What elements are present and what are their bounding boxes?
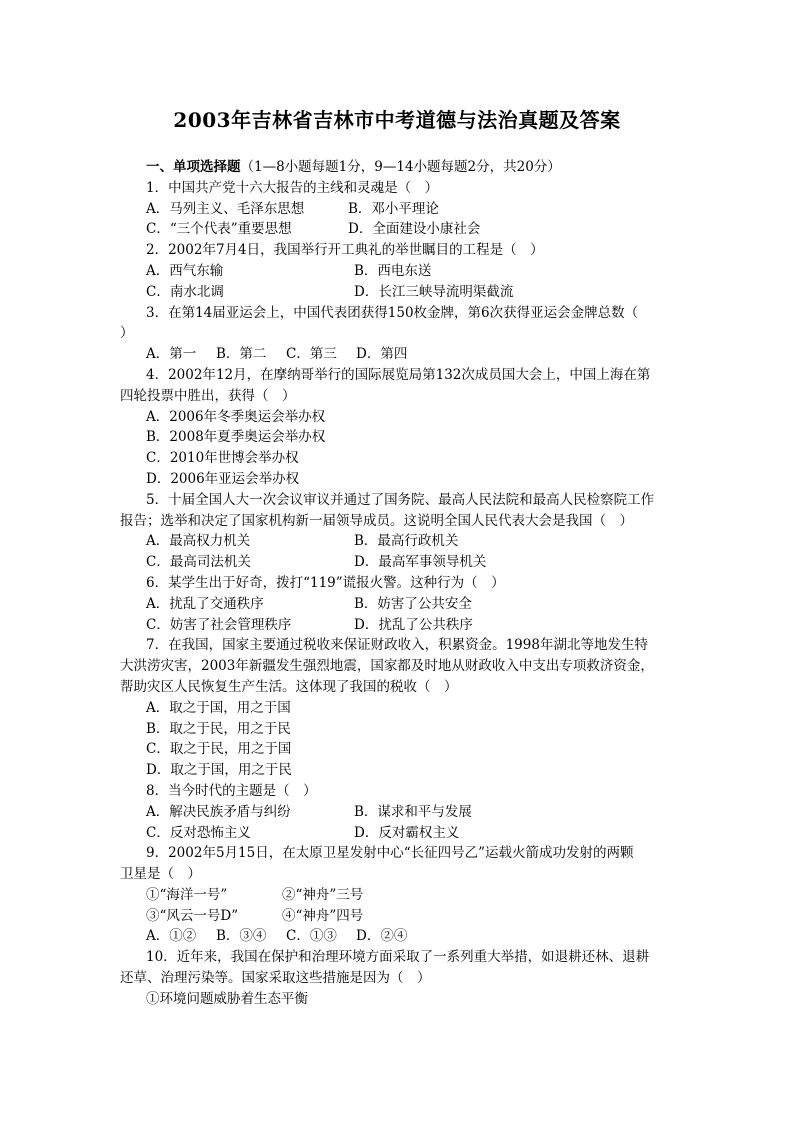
- option-c: C．反对恐怖主义: [146, 824, 251, 841]
- option-d: D．②④: [356, 928, 408, 945]
- option-a: A．第一: [146, 346, 197, 363]
- statement-row: [120, 885, 676, 906]
- option-row: [120, 802, 676, 823]
- option-b: B．③④: [216, 928, 267, 945]
- option-d: D．全面建设小康社会: [348, 221, 481, 238]
- option-d: D．长江三峡导流明渠截流: [354, 283, 514, 300]
- question-stem: 5．十届全国人大一次会议审议并通过了国务院、最高人民法院和最高人民检察院工作: [146, 491, 655, 508]
- option-row: [120, 261, 676, 282]
- statement-2: ②“神舟”三号: [282, 886, 364, 903]
- question-stem-cont: 还草、治理污染等。国家采取这些措施是因为（ ）: [120, 970, 431, 987]
- question-stem-cont: 大洪涝灾害，2003年新疆发生强烈地震，国家都及时地从财政收入中支出专项救济资金，: [120, 658, 654, 675]
- option-a: A．西气东输: [146, 262, 224, 279]
- section-note: （1—8小题每题1分，9—14小题每题2分，共20分）: [240, 159, 561, 175]
- option-row: [120, 926, 676, 947]
- option-c: C．“三个代表”重要思想: [146, 221, 292, 238]
- question-stem: 4．2002年12月，在摩纳哥举行的国际展览局第132次成员国大会上，中国上海在第: [146, 366, 651, 383]
- question-stem-cont: 帮助灾区人民恢复生产生活。这体现了我国的税收（ ）: [120, 678, 458, 695]
- question-stem: 9．2002年5月15日，在太原卫星发射中心“长征四号乙”运载火箭成功发射的两颗: [146, 845, 634, 862]
- section-title: 一、单项选择题: [146, 159, 241, 175]
- option-b: B．最高行政机关: [354, 533, 459, 550]
- option-a: A．解决民族矛盾与纠纷: [146, 803, 291, 820]
- option-a: A．取之于国，用之于国: [146, 699, 291, 716]
- option-c: C．妨害了社会管理秩序: [146, 616, 292, 633]
- statement-row: [120, 906, 676, 927]
- option-d: D．最高军事领导机关: [354, 554, 487, 571]
- question-stem-cont: 报告；选举和决定了国家机构新一届领导成员。这说明全国人民代表大会是我国（ ）: [120, 512, 633, 529]
- option-a: A．马列主义、毛泽东思想: [146, 200, 305, 217]
- option-b: B．西电东送: [354, 262, 432, 279]
- option-c: C．2010年世博会举办权: [146, 450, 299, 467]
- option-d: D．2006年亚运会举办权: [146, 470, 300, 487]
- option-row: [120, 594, 676, 615]
- option-row: [120, 344, 676, 365]
- option-d: D．扰乱了公共秩序: [354, 616, 473, 633]
- section-heading: [120, 157, 676, 178]
- option-d: D．取之于国，用之于民: [146, 762, 292, 779]
- option-c: C．南水北调: [146, 283, 224, 300]
- statement-3: ③“风云一号D”: [146, 907, 239, 924]
- question-stem: 7．在我国，国家主要通过税收来保证财政收入，积累资金。1998年湖北等地发生特: [146, 637, 648, 654]
- question-stem: 1．中国共产党十六大报告的主线和灵魂是（ ）: [146, 179, 439, 196]
- question-stem: 8．当今时代的主题是（ ）: [146, 782, 317, 799]
- question-stem-cont: ）: [120, 325, 134, 342]
- option-row: [120, 552, 676, 573]
- option-b: B．2008年夏季奥运会举办权: [146, 429, 326, 446]
- option-a: A．2006年冬季奥运会举办权: [146, 408, 326, 425]
- option-c: C．最高司法机关: [146, 554, 251, 571]
- option-b: B．谋求和平与发展: [354, 803, 472, 820]
- statement-4: ④“神舟”四号: [282, 907, 364, 924]
- option-b: B．妨害了公共安全: [354, 595, 472, 612]
- option-row: [120, 823, 676, 844]
- option-a: A．扰乱了交通秩序: [146, 595, 264, 612]
- question-stem-cont: 卫星是（ ）: [120, 866, 201, 883]
- question-stem: 6．某学生出于好奇，拨打“119”谎报火警。这种行为（ ）: [146, 574, 505, 591]
- option-c: C．取之于民，用之于国: [146, 741, 292, 758]
- option-row: [120, 282, 676, 303]
- option-b: B．取之于民，用之于民: [146, 720, 291, 737]
- option-c: C．第三: [286, 346, 337, 363]
- option-d: D．第四: [356, 346, 408, 363]
- option-row: [120, 531, 676, 552]
- statement-1: ①环境问题威胁着生态平衡: [146, 990, 308, 1007]
- question-stem-cont: 四轮投票中胜出，获得（ ）: [120, 387, 296, 404]
- option-a: A．最高权力机关: [146, 533, 251, 550]
- option-b: B．邓小平理论: [348, 200, 439, 217]
- question-stem: 3．在第14届亚运会上，中国代表团获得150枚金牌，第6次获得亚运会金牌总数（: [146, 304, 639, 321]
- page-title: 2003年吉林省吉林市中考道德与法治真题及答案: [173, 108, 621, 132]
- option-c: C．①③: [286, 928, 337, 945]
- option-row: [120, 615, 676, 636]
- option-row: [120, 199, 676, 220]
- option-a: A．①②: [146, 928, 197, 945]
- question-stem: 10．近年来，我国在保护和治理环境方面采取了一系列重大举措，如退耕还林、退耕: [146, 949, 650, 966]
- option-d: D．反对霸权主义: [354, 824, 460, 841]
- question-body: [120, 157, 676, 1010]
- option-b: B．第二: [216, 346, 267, 363]
- option-row: [120, 219, 676, 240]
- statement-1: ①“海洋一号”: [146, 886, 228, 903]
- question-stem: 2．2002年7月4日，我国举行开工典礼的举世瞩目的工程是（ ）: [146, 242, 544, 259]
